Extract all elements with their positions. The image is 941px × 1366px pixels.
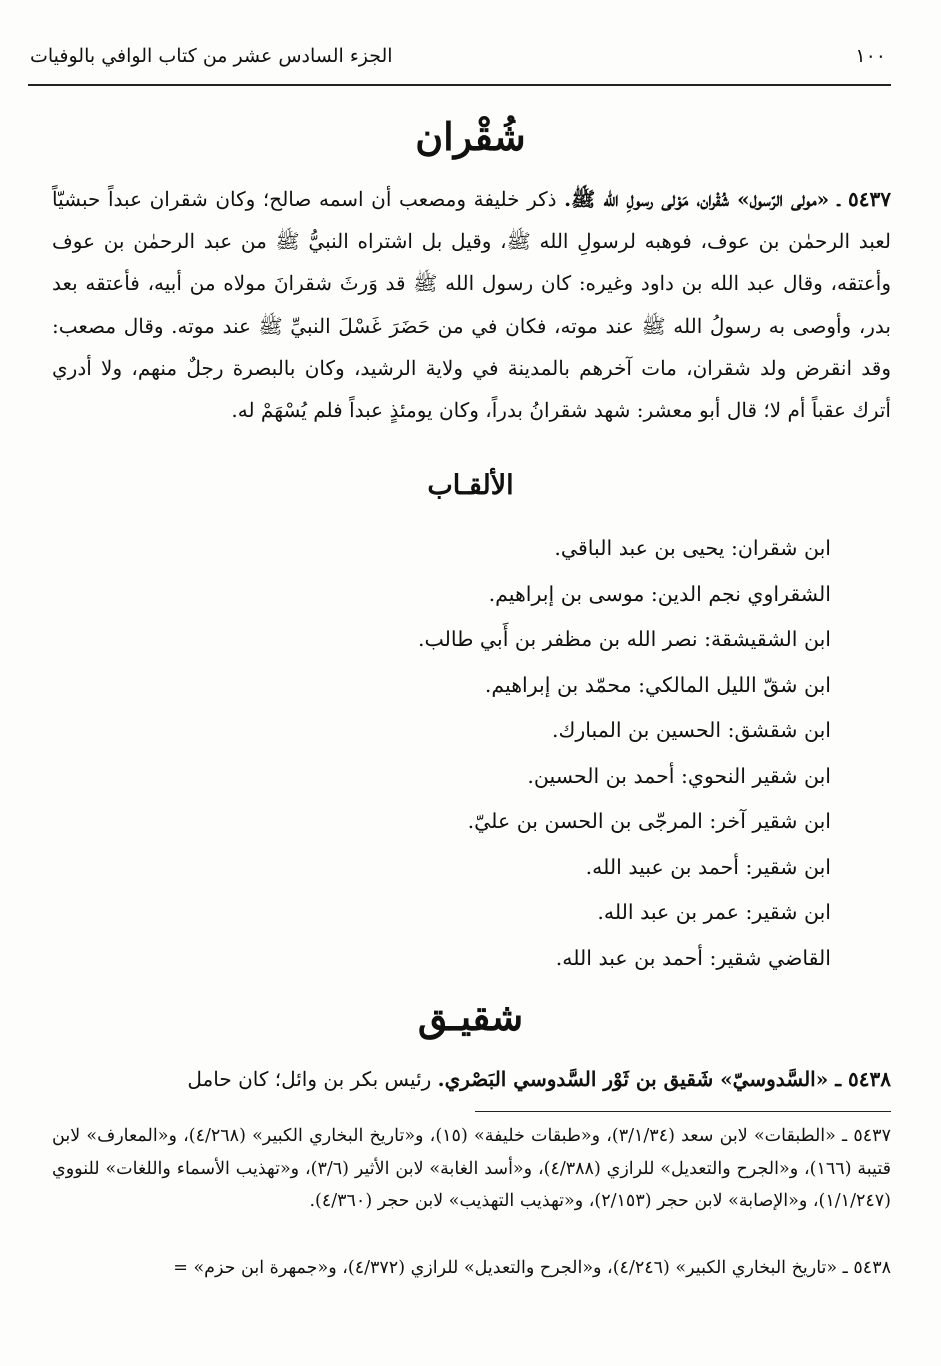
alqab-item: ابن الشقيشقة: نصر الله بن مظفر بن أَبي طالب.: [417, 627, 831, 651]
alqab-list: [60, 526, 831, 981]
alqab-item: القاضي شقير: أحمد بن عبد الله.: [555, 945, 831, 970]
footnote-5437: ٥٤٣٧ ـ «الطبقات» لابن سعد (٣/١/٣٤)، و«طبقات خليفة» (١٥)، و«تاريخ البخاري الكبير» (٤/٢٦٨)، و«المعارف» لابن قتيبة (١٦٦)، و«الجرح والتعديل» للرازي (٤/٣٨٨)، و«أسد الغابة» لابن الأثير (٣/٦)، و«تهذيب الأسماء واللغات» للنووي (١/١/٢٤٧)، و«الإصابة» لابن حجر (٢/١٥٣)، و«تهذيب التهذيب» لابن حجر (٤/٣٦٠).: [52, 1126, 891, 1212]
alqab-item: ابن شقّ الليل المالكي: محمّد بن إبراهيم.: [484, 672, 831, 697]
entry-5437-lead: ٥٤٣٧ ـ «مولى الرّسول» شُقْران، مَوْلى رسولِ الله ﷺ.: [564, 187, 891, 211]
footnote-5438: ٥٤٣٨ ـ «تاريخ البخاري الكبير» (٤/٢٤٦)، و«الجرح والتعديل» للرازي (٤/٣٧٢)، و«جمهرة ابن حزم» =: [173, 1258, 891, 1278]
alqab-item: ابن شقير النحوي: أحمد بن الحسين.: [527, 763, 831, 788]
section-title-shaqiq: شقيـق: [417, 994, 524, 1039]
footnote-rule: [475, 1111, 891, 1112]
alqab-heading: الألقـاب: [427, 470, 514, 501]
alqab-item: ابن شقير: أحمد بن عبيد الله.: [585, 854, 831, 879]
alqab-item: ابن شقير: عمر بن عبد الله.: [597, 900, 831, 924]
section-title-shuqran: شُقْران: [415, 114, 526, 159]
running-header: [30, 36, 886, 76]
alqab-item: ابن شقران: يحيى بن عبد الباقي.: [554, 536, 831, 560]
alqab-item: الشقراوي نجم الدين: موسى بن إبراهيم.: [488, 581, 831, 606]
entry-5438-lead: ٥٤٣٨ ـ «السَّدوسيّ» شَقيق بن ثَوْر السَّدوسي البَصْري.: [437, 1067, 891, 1091]
page-number: ١٠٠: [855, 45, 886, 67]
entry-5438-text: رئيس بكر بن وائل؛ كان حامل: [187, 1067, 432, 1091]
running-title: الجزء السادس عشر من كتاب الوافي بالوفيات: [30, 45, 393, 67]
entry-5438: [52, 1058, 891, 1100]
header-rule: [28, 84, 891, 86]
alqab-item: ابن شقشق: الحسين بن المبارك.: [551, 718, 831, 742]
alqab-item: ابن شقير آخر: المرجّى بن الحسن بن عليّ.: [467, 809, 831, 833]
entry-5437: [52, 178, 891, 431]
entry-5437-text: ذكر خليفة ومصعب أن اسمه صالح؛ وكان شقران عبداً حبشيّاً لعبد الرحمٰن بن عوف، فوهبه لرسولِ الله ﷺ، وقيل بل اشتراه النبيُّ ﷺ من عبد الرحمٰن بن عوف وأعتقه، وقال عبد الله بن داود وغيره: كان رسول الله ﷺ قد وَرثَ شقرانَ مولاه من أبيه، فأعتقه بعد بدر، وأوصى به رسولُ الله ﷺ عند موته، فكان في من حَضَرَ غَسْلَ النبيِّ ﷺ عند موته. وقال مصعب: وقد انقرض ولد شقران، مات آخرهم بالمدينة في ولاية الرشيد، وكان بالبصرة رجلٌ منهم، ولا أدري أترك عقباً أم لا؛ قال أبو معشر: شهد شقرانُ بدراً، وكان يومئذٍ عبداً فلم يُسْهَمْ له.: [52, 187, 891, 423]
